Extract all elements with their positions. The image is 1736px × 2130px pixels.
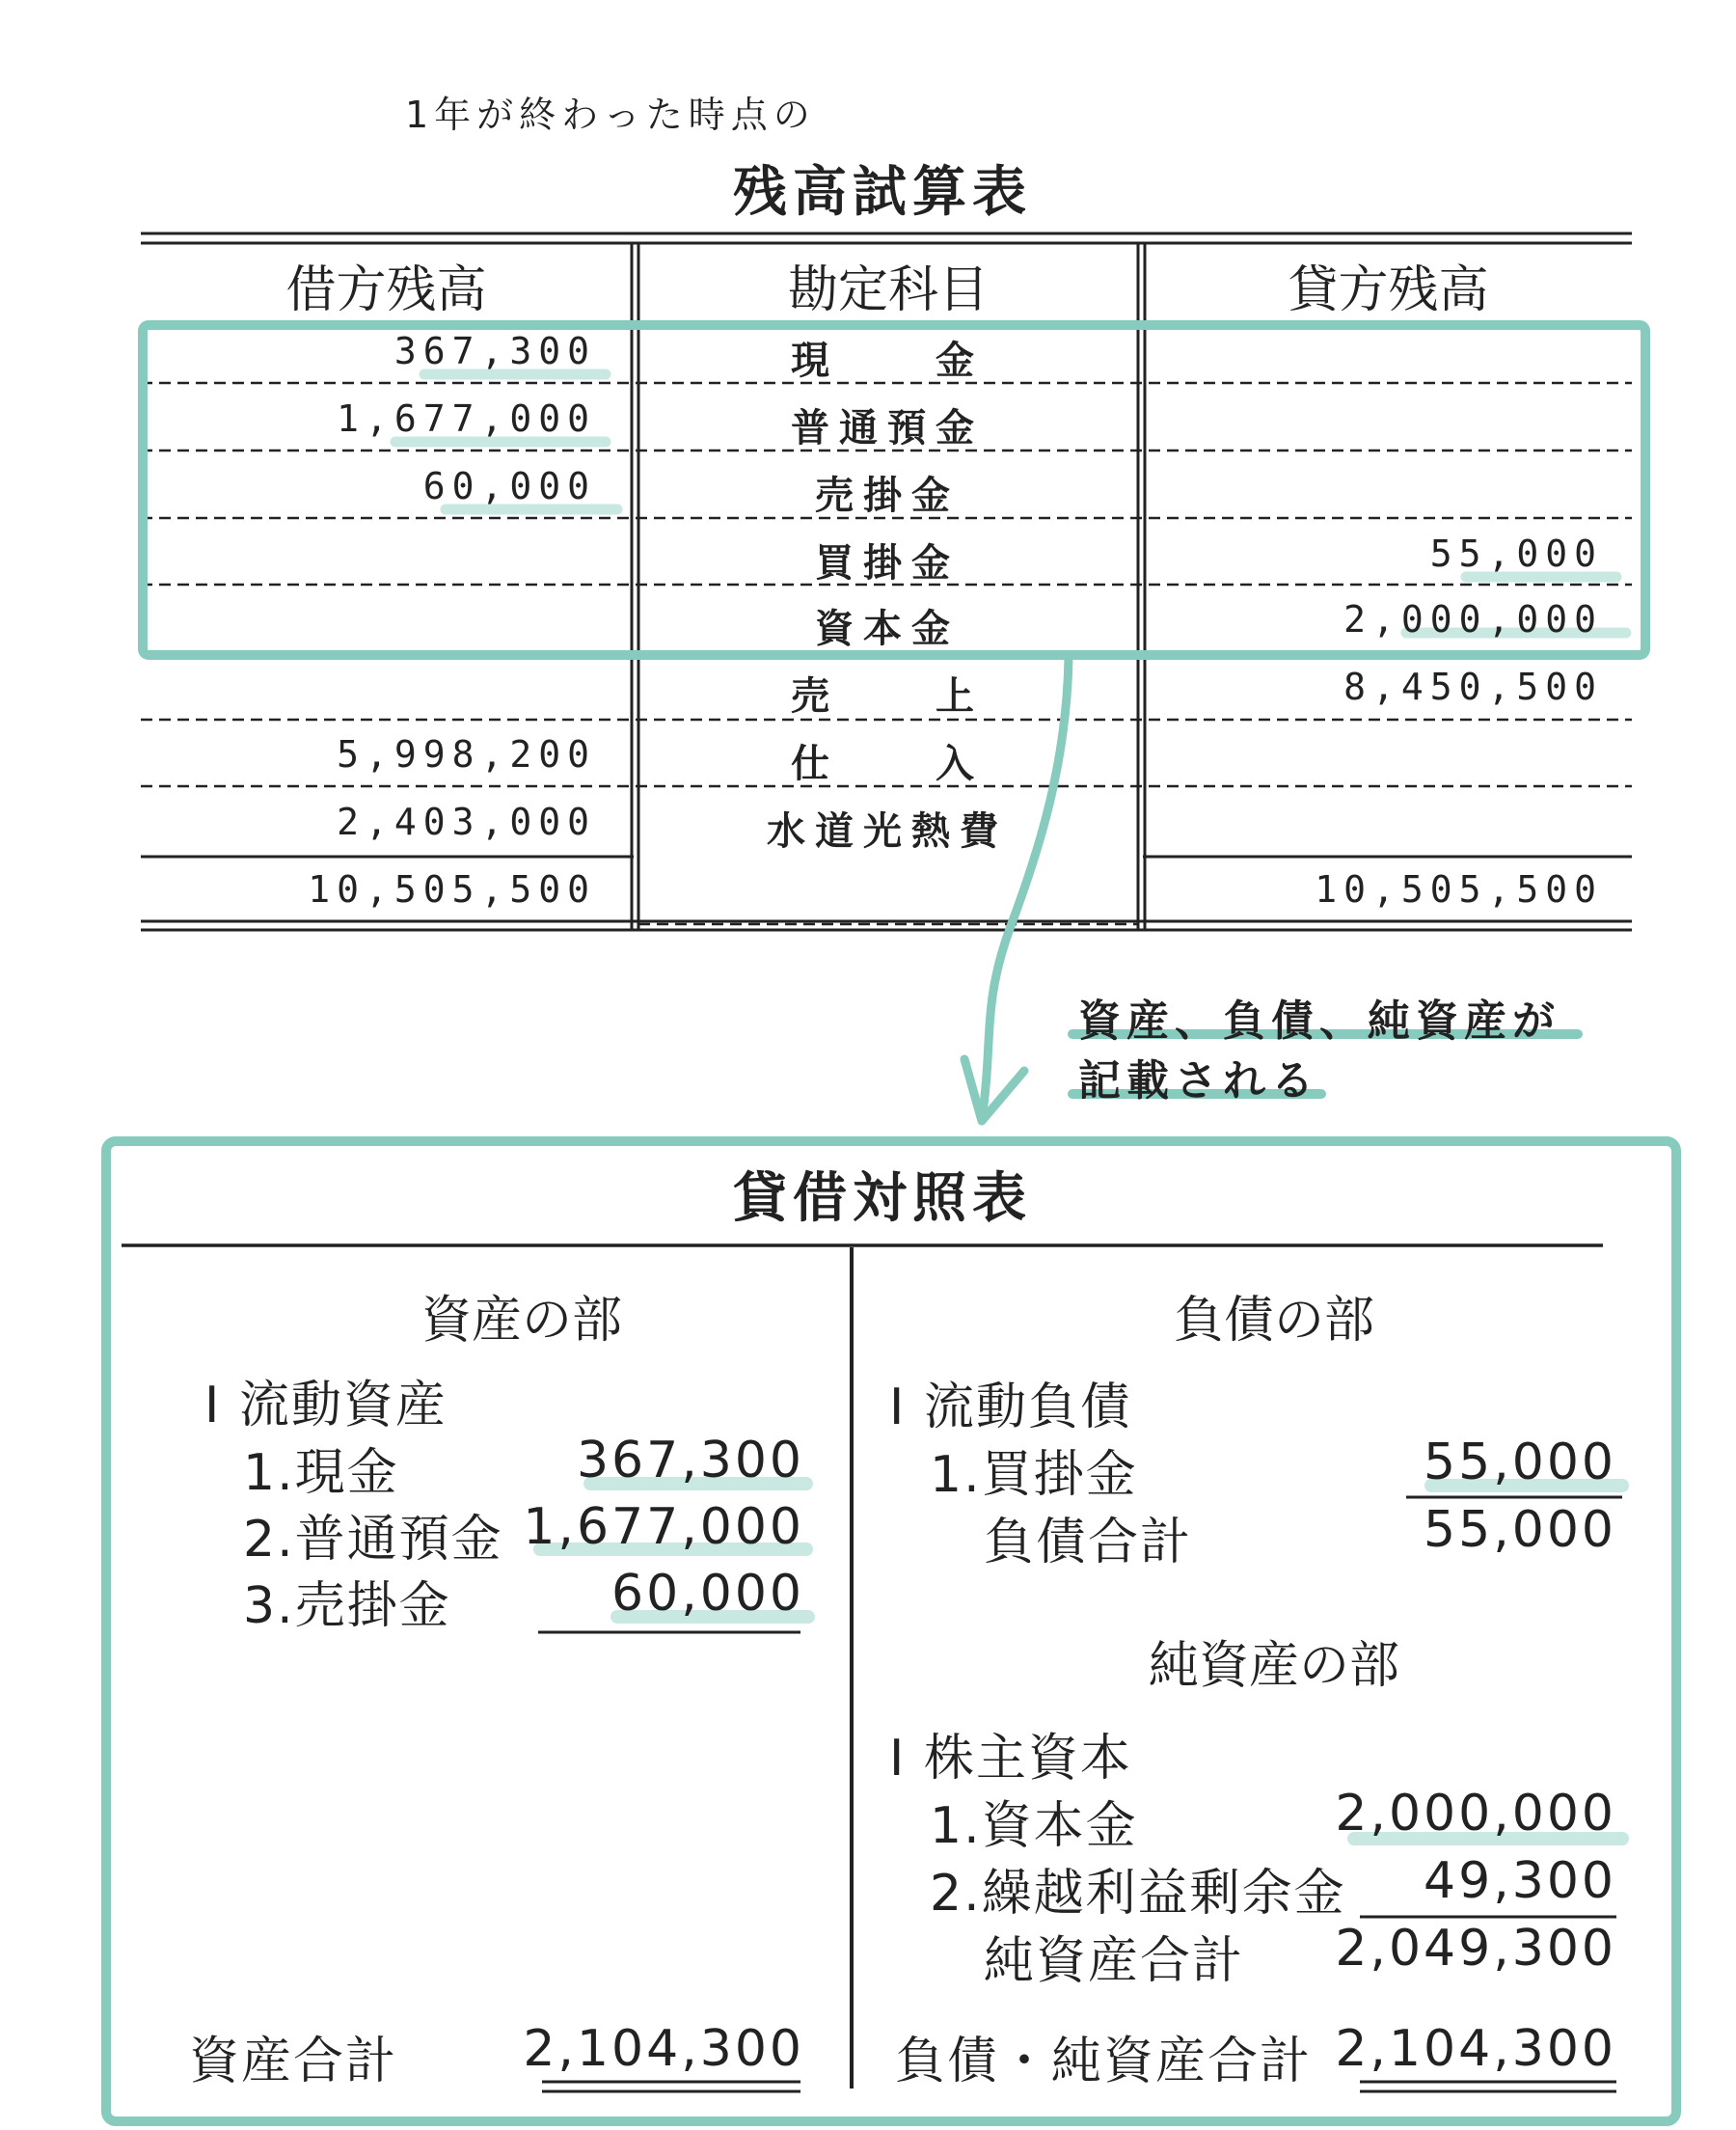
asset-item-label: 2.普通預金 [243, 1511, 503, 1569]
asset-item-label: 3.売掛金 [243, 1577, 451, 1635]
note-line-1: 資産、負債、純資産が [1078, 997, 1560, 1046]
liabilities-section: Ⅰ 流動負債 [889, 1379, 1132, 1436]
assets-total-label: 資産合計 [189, 2033, 398, 2090]
tb-row-account: 資本金 [815, 607, 960, 651]
tb-row-account: 普通預金 [791, 406, 984, 451]
header-debit: 借方残高 [285, 261, 487, 319]
tb-row-account: 仕 入 [791, 742, 984, 786]
header-account: 勘定科目 [787, 261, 989, 319]
tb-row-debit: 60,000 [422, 465, 596, 507]
grand-total-label: 負債・純資産合計 [895, 2033, 1313, 2090]
net-asset-item-label: 2.繰越利益剰余金 [930, 1865, 1346, 1923]
liabilities-heading: 負債の部 [1173, 1292, 1374, 1350]
tb-total-debit: 10,505,500 [308, 868, 596, 911]
assets-heading: 資産の部 [420, 1292, 622, 1350]
tb-row-debit: 1,677,000 [337, 397, 596, 440]
net-assets-heading: 純資産の部 [1148, 1637, 1399, 1695]
asset-item-label: 1.現金 [243, 1444, 399, 1502]
tb-total-credit: 10,505,500 [1315, 868, 1603, 911]
grand-total-value: 2,104,300 [1335, 2020, 1616, 2078]
arrow-icon [982, 658, 1069, 1119]
net-assets-total-label: 純資産合計 [984, 1932, 1245, 1990]
tb-row-credit: 55,000 [1429, 532, 1603, 575]
tb-row-credit: 8,450,500 [1343, 666, 1603, 708]
liability-item-label: 1.買掛金 [930, 1446, 1138, 1504]
tb-row-account: 売掛金 [815, 474, 960, 518]
tb-row-account: 現 金 [791, 339, 984, 383]
net-asset-item-value: 49,300 [1424, 1852, 1616, 1910]
asset-item-value: 1,677,000 [523, 1498, 804, 1556]
liabilities-total-value: 55,000 [1424, 1501, 1616, 1559]
net-asset-item-label: 1.資本金 [930, 1797, 1138, 1855]
tb-row-credit: 2,000,000 [1343, 598, 1603, 641]
net-assets-total-value: 2,049,300 [1335, 1920, 1616, 1978]
tb-row-debit: 2,403,000 [337, 801, 596, 843]
tb-row-debit: 5,998,200 [337, 733, 596, 776]
liabilities-total-label: 負債合計 [984, 1514, 1193, 1571]
note-line-2: 記載される [1078, 1056, 1319, 1106]
tb-row-account: 水道光熱費 [767, 809, 1008, 854]
tb-row-account: 買掛金 [815, 541, 960, 586]
tb-title: 残高試算表 [733, 161, 1032, 224]
asset-item-value: 60,000 [611, 1565, 804, 1623]
liability-item-value: 55,000 [1424, 1434, 1616, 1491]
assets-total-value: 2,104,300 [523, 2020, 804, 2078]
net-asset-item-value: 2,000,000 [1335, 1785, 1616, 1843]
asset-item-value: 367,300 [576, 1432, 804, 1489]
bs-title: 貸借対照表 [733, 1167, 1032, 1230]
tb-row-debit: 367,300 [393, 330, 596, 372]
tb-subtitle: 1年が終わった時点の [405, 94, 816, 136]
net-assets-section: Ⅰ 株主資本 [889, 1730, 1132, 1788]
arrow-head-icon [964, 1059, 1024, 1121]
assets-section: Ⅰ 流動資産 [204, 1377, 448, 1434]
header-credit: 貸方残高 [1288, 261, 1489, 319]
tb-row-account: 売 上 [791, 674, 984, 719]
